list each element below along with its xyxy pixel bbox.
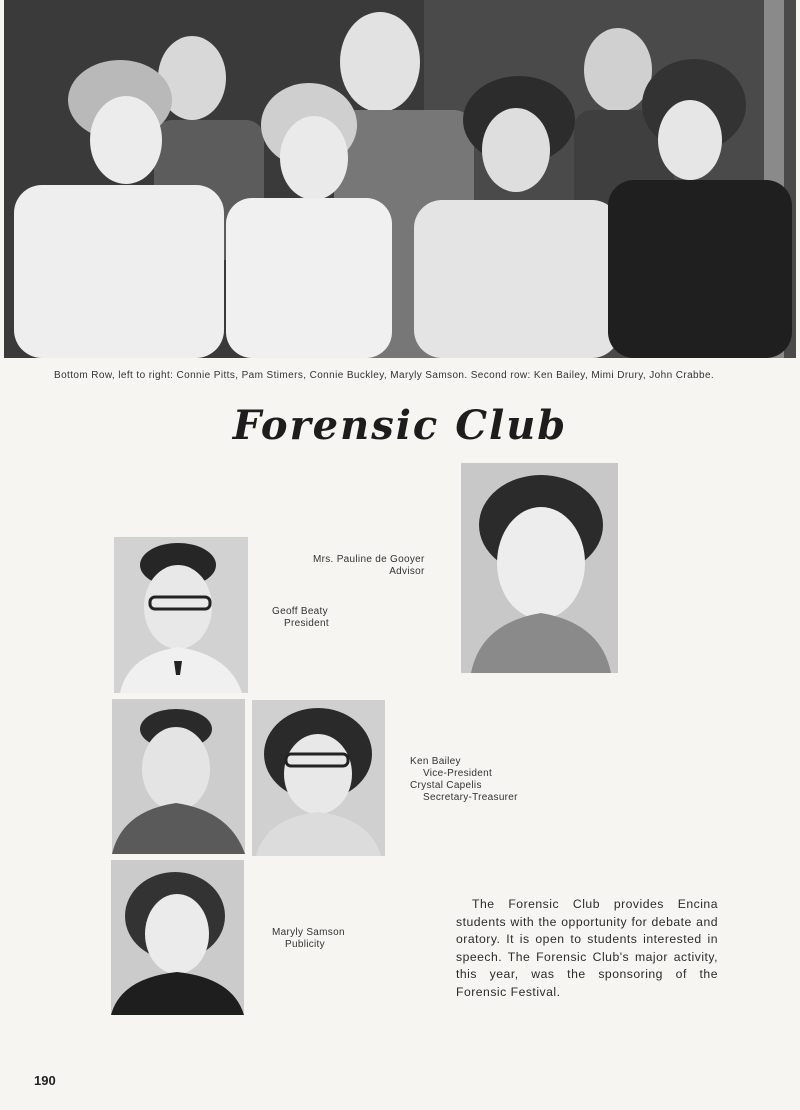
- secretary-treasurer-name: Crystal Capelis: [410, 780, 482, 791]
- president-photo: [114, 537, 248, 693]
- page-number: 190: [34, 1073, 56, 1088]
- group-photo-caption: Bottom Row, left to right: Connie Pitts, Pam Stimers, Connie Buckley, Maryly Samson. Second row: Ken Bailey, Mimi Drury, John Crabbe.: [54, 370, 715, 381]
- advisor-photo: [461, 463, 618, 673]
- vice-president-role: Vice-President: [423, 768, 493, 779]
- group-photo: [4, 0, 796, 358]
- secretary-treasurer-photo: [252, 700, 385, 856]
- secretary-treasurer-role: Secretary-Treasurer: [423, 792, 518, 803]
- vice-president-photo: [112, 699, 245, 854]
- club-description: The Forensic Club provides Encina students with the opportunity for debate and oratory. It is open to students interested in speech. The Forensic Club's major activity, this year, was the sponsoring of the Forensic Festival.: [456, 897, 718, 999]
- president-name: Geoff Beaty: [272, 606, 328, 617]
- officers-caption: [410, 756, 518, 804]
- vice-president-name: Ken Bailey: [410, 756, 461, 767]
- publicity-name: Maryly Samson: [272, 927, 345, 938]
- president-caption: [272, 606, 329, 630]
- publicity-caption: [272, 927, 345, 951]
- advisor-name: Mrs. Pauline de Gooyer: [313, 554, 425, 565]
- advisor-role: Advisor: [389, 566, 425, 577]
- president-role: President: [284, 618, 329, 629]
- publicity-role: Publicity: [285, 939, 325, 950]
- advisor-caption: [313, 554, 425, 578]
- publicity-photo: [111, 860, 244, 1015]
- page-title: Forensic Club: [232, 402, 568, 449]
